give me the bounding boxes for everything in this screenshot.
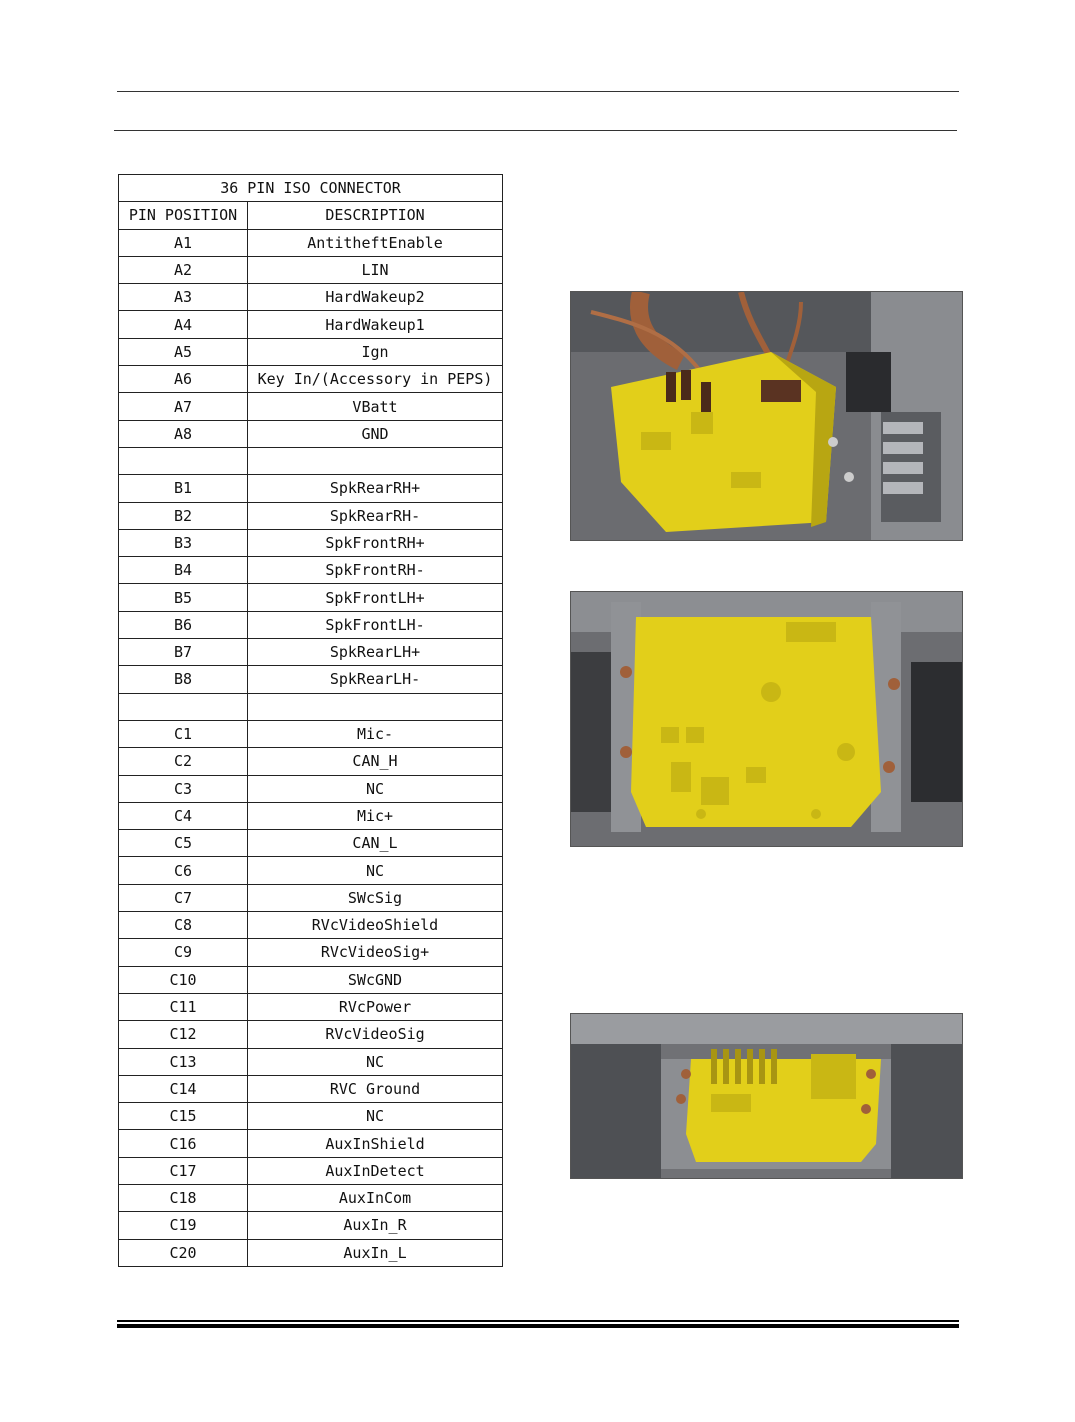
pin-position-cell: C14 [119, 1075, 248, 1102]
pin-description-cell: AuxInCom [248, 1184, 503, 1211]
table-row [119, 993, 503, 1020]
table-row [119, 857, 503, 884]
pin-position-cell: C17 [119, 1157, 248, 1184]
pin-position-cell: B2 [119, 502, 248, 529]
table-row [119, 1157, 503, 1184]
table-row [119, 284, 503, 311]
pin-description-cell: VBatt [248, 393, 503, 420]
table-row [119, 420, 503, 447]
column-header-position: PIN POSITION [119, 202, 248, 229]
pin-position-cell: A4 [119, 311, 248, 338]
pin-position-cell: C2 [119, 748, 248, 775]
pin-position-cell: C16 [119, 1130, 248, 1157]
pin-description-cell: RVC Ground [248, 1075, 503, 1102]
table-row [119, 830, 503, 857]
pin-description-cell: SWcSig [248, 884, 503, 911]
pin-position-cell: A8 [119, 420, 248, 447]
pin-position-cell: A5 [119, 338, 248, 365]
pin-description-cell: SWcGND [248, 966, 503, 993]
table-row [119, 639, 503, 666]
pin-position-cell: B8 [119, 666, 248, 693]
pin-position-cell: A2 [119, 256, 248, 283]
table-row [119, 557, 503, 584]
pin-description-cell: SpkRearRH- [248, 502, 503, 529]
table-row [119, 802, 503, 829]
pin-position-cell [119, 447, 248, 474]
pin-description-cell: SpkFrontRH+ [248, 529, 503, 556]
pin-position-cell: B5 [119, 584, 248, 611]
table-row [119, 775, 503, 802]
table-row [119, 338, 503, 365]
pin-position-cell: C20 [119, 1239, 248, 1266]
pin-position-cell: C19 [119, 1212, 248, 1239]
module-front-photo [570, 591, 963, 847]
table-row [119, 584, 503, 611]
table-row [119, 1021, 503, 1048]
pin-description-cell: RVcVideoShield [248, 912, 503, 939]
pin-description-cell: AntitheftEnable [248, 229, 503, 256]
pin-description-cell: SpkRearRH+ [248, 475, 503, 502]
pin-position-cell: A7 [119, 393, 248, 420]
table-row [119, 1103, 503, 1130]
pin-position-cell: C12 [119, 1021, 248, 1048]
table-row [119, 748, 503, 775]
table-row [119, 693, 503, 720]
pin-position-cell: C1 [119, 720, 248, 747]
table-row [119, 884, 503, 911]
pin-description-cell: CAN_L [248, 830, 503, 857]
table-row [119, 1184, 503, 1211]
pin-description-cell: HardWakeup2 [248, 284, 503, 311]
pin-description-cell: AuxInDetect [248, 1157, 503, 1184]
pin-description-cell: SpkRearLH+ [248, 639, 503, 666]
table-row [119, 1212, 503, 1239]
table-row [119, 447, 503, 474]
pin-position-cell: A6 [119, 366, 248, 393]
pin-position-cell: C6 [119, 857, 248, 884]
table-row [119, 1075, 503, 1102]
pin-position-cell: B7 [119, 639, 248, 666]
pin-position-cell: B4 [119, 557, 248, 584]
pin-description-cell: RVcVideoSig [248, 1021, 503, 1048]
pin-description-cell [248, 447, 503, 474]
pin-position-cell: C18 [119, 1184, 248, 1211]
pin-position-cell: C9 [119, 939, 248, 966]
header-rule-top [117, 91, 959, 92]
table-row [119, 393, 503, 420]
column-header-description: DESCRIPTION [248, 202, 503, 229]
pin-position-cell: C3 [119, 775, 248, 802]
pin-description-cell: RVcPower [248, 993, 503, 1020]
table-row [119, 912, 503, 939]
pin-description-cell: RVcVideoSig+ [248, 939, 503, 966]
header-rule-bottom [114, 130, 957, 131]
pin-description-cell: AuxIn_R [248, 1212, 503, 1239]
module-installed-photo [570, 1013, 963, 1179]
table-row [119, 939, 503, 966]
table-row [119, 1239, 503, 1266]
pin-position-cell: B1 [119, 475, 248, 502]
pin-position-cell: A1 [119, 229, 248, 256]
pin-position-cell: A3 [119, 284, 248, 311]
pin-table [118, 174, 503, 1267]
pin-description-cell: HardWakeup1 [248, 311, 503, 338]
pin-description-cell: SpkFrontLH+ [248, 584, 503, 611]
table-row [119, 666, 503, 693]
table-row [119, 720, 503, 747]
pin-position-cell: C13 [119, 1048, 248, 1075]
footer-rule-thick [117, 1324, 959, 1328]
pin-position-cell: C8 [119, 912, 248, 939]
pin-description-cell: AuxInShield [248, 1130, 503, 1157]
table-row [119, 229, 503, 256]
pin-description-cell: NC [248, 1048, 503, 1075]
pin-position-cell: C5 [119, 830, 248, 857]
pin-position-cell: B6 [119, 611, 248, 638]
table-row [119, 1048, 503, 1075]
pin-description-cell: Mic+ [248, 802, 503, 829]
table-row [119, 366, 503, 393]
table-row [119, 611, 503, 638]
table-title: 36 PIN ISO CONNECTOR [119, 175, 503, 202]
table-row [119, 502, 503, 529]
table-row [119, 529, 503, 556]
pin-position-cell [119, 693, 248, 720]
pin-position-cell: C10 [119, 966, 248, 993]
pin-position-cell: C4 [119, 802, 248, 829]
pin-position-cell: C11 [119, 993, 248, 1020]
table-row [119, 475, 503, 502]
pin-description-cell: NC [248, 857, 503, 884]
pin-description-cell: LIN [248, 256, 503, 283]
pin-description-cell: NC [248, 775, 503, 802]
pin-description-cell: SpkRearLH- [248, 666, 503, 693]
pin-description-cell: CAN_H [248, 748, 503, 775]
table-row [119, 1130, 503, 1157]
pin-description-cell: Ign [248, 338, 503, 365]
pin-description-cell: SpkFrontLH- [248, 611, 503, 638]
pin-description-cell: Mic- [248, 720, 503, 747]
pin-position-cell: C7 [119, 884, 248, 911]
table-row [119, 966, 503, 993]
pin-description-cell [248, 693, 503, 720]
pin-position-cell: B3 [119, 529, 248, 556]
footer-rule-thin [117, 1320, 959, 1322]
pin-description-cell: SpkFrontRH- [248, 557, 503, 584]
pin-description-cell: Key In/(Accessory in PEPS) [248, 366, 503, 393]
table-row [119, 256, 503, 283]
pin-description-cell: GND [248, 420, 503, 447]
pin-description-cell: AuxIn_L [248, 1239, 503, 1266]
pin-position-cell: C15 [119, 1103, 248, 1130]
table-row [119, 311, 503, 338]
pin-description-cell: NC [248, 1103, 503, 1130]
module-harness-photo [570, 291, 963, 541]
